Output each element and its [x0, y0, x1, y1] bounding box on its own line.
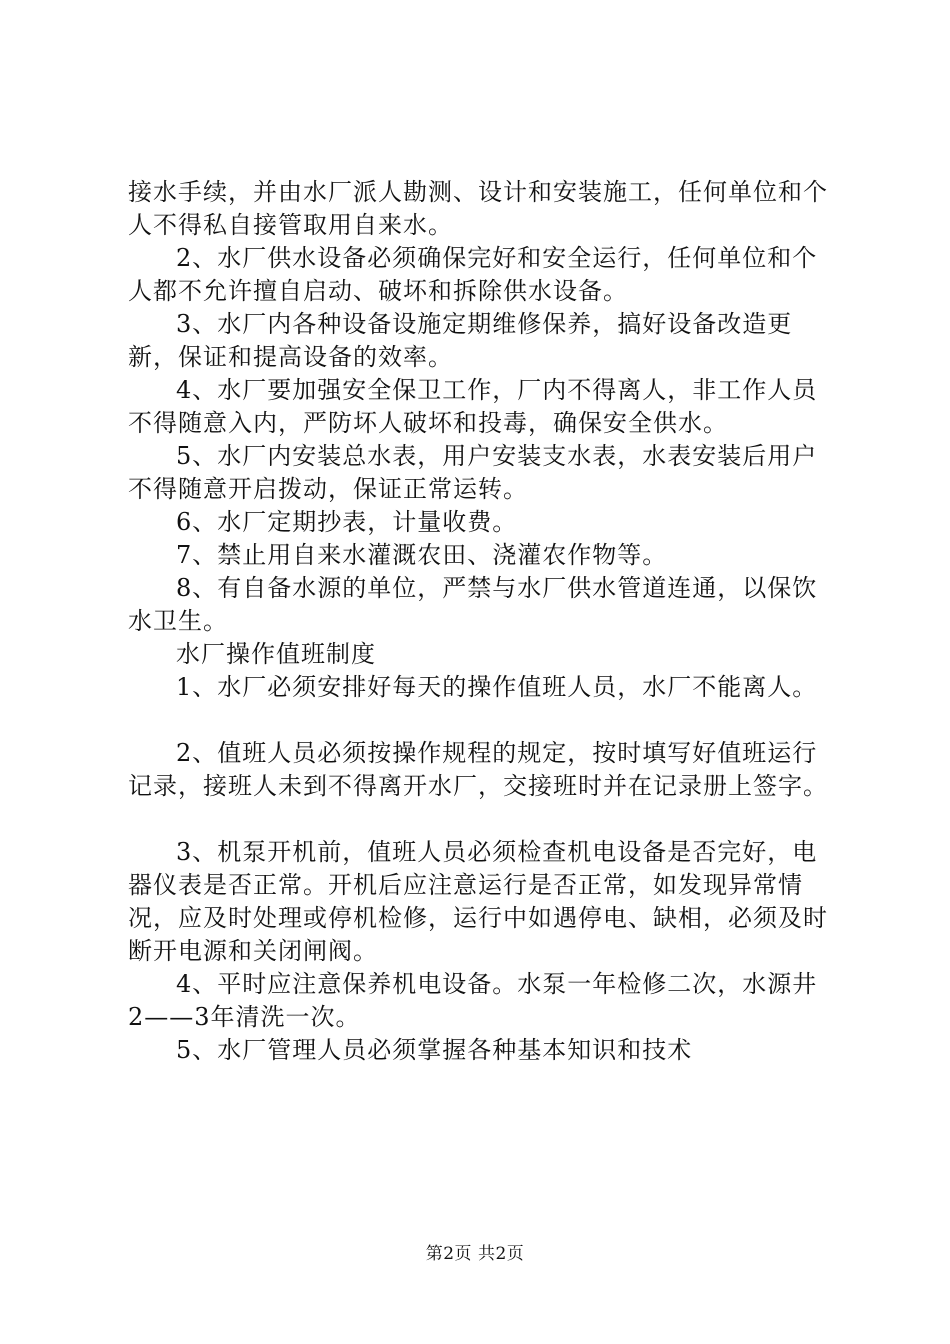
duty-item-1: 1、水厂必须安排好每天的操作值班人员，水厂不能离人。 — [176, 673, 818, 701]
page-footer: 第2页 共2页 — [425, 1244, 525, 1264]
paragraph-continuation: 接水手续，并由水厂派人勘测、设计和安装施工，任何单位和个人不得私自接管取用自来水。 — [128, 178, 828, 239]
paragraph-item-4: 4、水厂要加强安全保卫工作，厂内不得离人，非工作人员不得随意入内，严防坏人破坏和投毒，确保安全供水。 — [128, 376, 818, 437]
duty-item-5: 5、水厂管理人员必须掌握各种基本知识和技术 — [176, 1036, 693, 1064]
paragraph-item-8: 8、有自备水源的单位，严禁与水厂供水管道连通，以保饮水卫生。 — [128, 574, 818, 635]
duty-item-2: 2、值班人员必须按操作规程的规定，按时填写好值班运行记录，接班人未到不得离开水厂，交接班时并在记录册上签字。 — [128, 739, 828, 800]
duty-item-4: 4、平时应注意保养机电设备。水泵一年检修二次，水源井2——3年清洗一次。 — [128, 970, 818, 1031]
duty-item-3: 3、机泵开机前，值班人员必须检查机电设备是否完好，电器仪表是否正常。开机后应注意运行是否正常，如发现异常情况，应及时处理或停机检修，运行中如遇停电、缺相，必须及时断开电源和关闭闸阀。 — [128, 838, 828, 965]
paragraph-item-2: 2、水厂供水设备必须确保完好和安全运行，任何单位和个人都不允许擅自启动、破坏和拆除供水设备。 — [128, 244, 818, 305]
paragraph-item-7: 7、禁止用自来水灌溉农田、浇灌农作物等。 — [176, 541, 668, 569]
paragraph-item-5: 5、水厂内安装总水表，用户安装支水表，水表安装后用户不得随意开启拨动，保证正常运转。 — [128, 442, 818, 503]
paragraph-item-3: 3、水厂内各种设备设施定期维修保养，搞好设备改造更新，保证和提高设备的效率。 — [128, 310, 793, 371]
paragraph-item-6: 6、水厂定期抄表，计量收费。 — [176, 508, 518, 536]
section-heading: 水厂操作值班制度 — [176, 640, 376, 668]
document-body — [128, 176, 833, 1067]
